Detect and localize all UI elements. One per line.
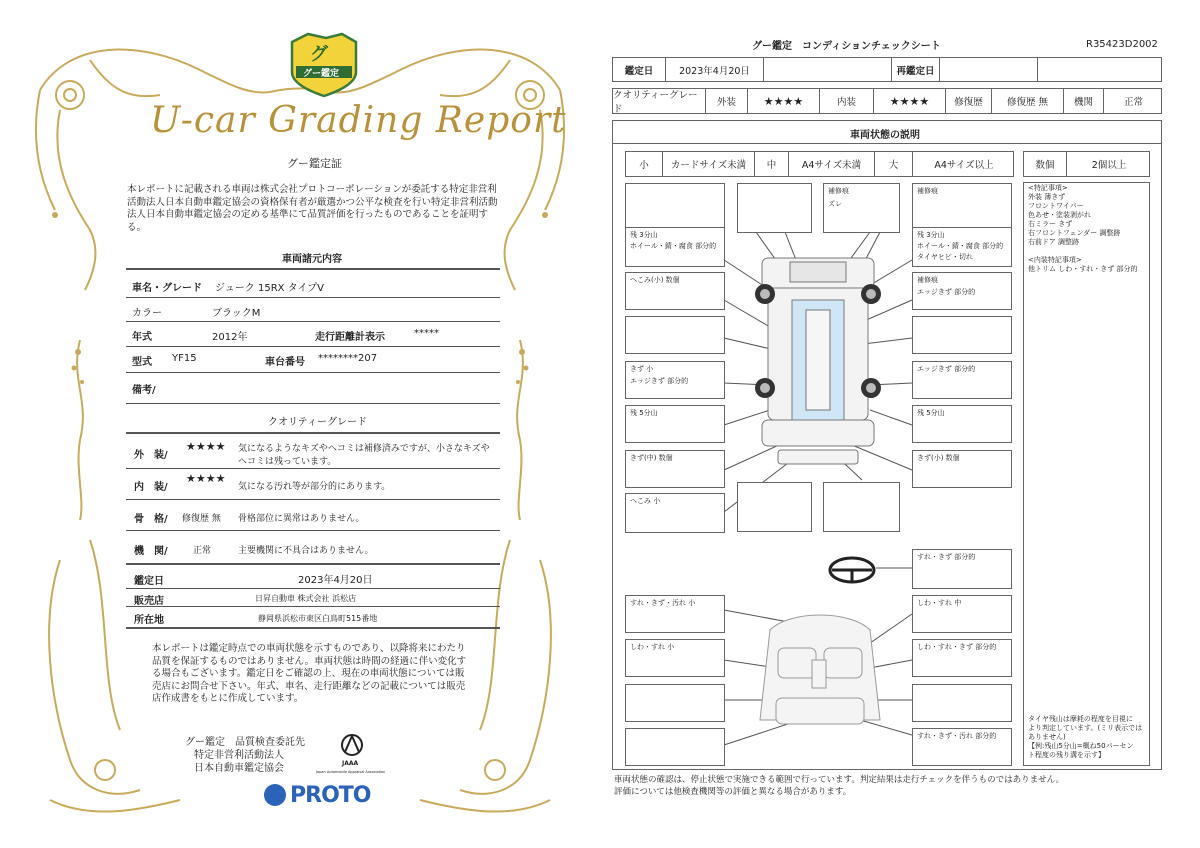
box-top-3 <box>823 183 900 233</box>
box-line: 残 5分山 <box>630 409 658 417</box>
box-int-right-4 <box>912 728 1012 766</box>
box-int-right-3 <box>912 684 1012 722</box>
box-line: すれ・きず・汚れ 部分的 <box>917 732 997 740</box>
tire-note-line: より判定しています。(ミリ表示では <box>1028 724 1143 732</box>
box-line: エッジきず 部分的 <box>917 288 976 296</box>
mileage-label: 走行距離計表示 <box>315 332 385 343</box>
appraisal-date-value: 2023年4月20日 <box>298 575 373 586</box>
box-top-2 <box>737 183 812 233</box>
box-top-4-line: 補修痕 <box>917 187 938 195</box>
count-label: 数個 <box>1035 160 1055 171</box>
committee-line-3: 日本自動車鑑定協会 <box>194 763 284 774</box>
exterior-stars: ★★★★ <box>186 440 226 453</box>
report-id: R35423D2002 <box>1086 39 1158 50</box>
box-left-6 <box>625 405 725 443</box>
box-line: エッジきず 部分的 <box>630 377 689 385</box>
exterior-label: 外 装/ <box>134 450 168 461</box>
jaaa-label: JAAA <box>342 760 359 767</box>
color-value: ブラックM <box>212 308 261 319</box>
footer-note-1: 車両状態の確認は、停止状態で実施できる範囲で行っています。判定結果は走行チェックを伴うものではありません。 <box>614 775 1065 785</box>
frame-value: 修復歴 無 <box>182 514 221 524</box>
size-mid: 中 <box>754 152 788 176</box>
box-line: きず(小) 数個 <box>917 454 960 462</box>
date-value: 2023年4月20日 <box>665 58 763 81</box>
note-line: <特記事項> <box>1028 184 1068 192</box>
engine-value: 正常 <box>193 546 212 556</box>
box-bottom-1 <box>625 493 725 533</box>
state-heading: 車両状態の説明 <box>850 130 920 141</box>
box-right-2 <box>912 227 1012 267</box>
model-value: YF15 <box>172 353 197 364</box>
size-large: 大 <box>874 152 912 176</box>
tire-note-line: ありません) <box>1028 733 1066 741</box>
sheet-title: グー鑑定 コンディションチェックシート <box>752 41 941 52</box>
note-line: 右前ドア 調整跡 <box>1028 238 1080 246</box>
tire-note-line: タイヤ残山は摩耗の程度を目視に <box>1028 715 1133 723</box>
box-left-2 <box>625 227 725 267</box>
box-right-7 <box>912 450 1012 488</box>
badge-text: グー鑑定 <box>303 69 340 79</box>
model-label: 型式 <box>132 357 152 368</box>
chassis-value: ********207 <box>318 353 378 364</box>
box-right-5 <box>912 361 1012 399</box>
note-line: 右フロントフェンダー 調整跡 <box>1028 229 1121 237</box>
engine-label: 機関 <box>1063 89 1103 113</box>
int-label: 内装 <box>819 89 873 113</box>
address-label: 所在地 <box>134 615 164 626</box>
tire-note-line: ト程度の残り溝を示す】 <box>1028 751 1105 759</box>
int-stars: ★★★★ <box>873 89 945 113</box>
box-int-right-2 <box>912 639 1012 677</box>
box-line: へこみ 小 <box>630 497 661 505</box>
box-line: ホイール・錆・腐食 部分的 <box>630 242 717 250</box>
footer-note-2: 評価については他検査機関等の評価と異なる場合があります。 <box>614 787 852 797</box>
box-left-4 <box>625 316 725 354</box>
box-int-left-1 <box>625 595 725 633</box>
box-line: きず(中) 数個 <box>630 454 673 462</box>
certificate-disclaimer: 本レポートは鑑定時点での車両状態を示すものであり、以降将来にわたり品質を保証するものではありません。車両状態は時間の経過に伴い変化する場合もございます。鑑定日をご確認の上、現在の車両状態については販売店にお問合せ下さい。年式、車名、走行距離などの記載については販売店作成書をもとに作成しています。 <box>152 643 467 704</box>
repair-label: 修復歴 <box>945 89 991 113</box>
box-right-6 <box>912 405 1012 443</box>
size-mid-desc: A4サイズ未満 <box>788 152 874 176</box>
box-bottom-2 <box>737 482 812 532</box>
note-line: 色あせ・塗装剥がれ <box>1028 211 1091 219</box>
ext-label: 外装 <box>705 89 747 113</box>
count-value: 2個以上 <box>1066 152 1151 176</box>
color-label: カラー <box>132 308 162 319</box>
box-right-3 <box>912 272 1012 310</box>
box-top-4 <box>912 183 1012 233</box>
note-line: <内装特記事項> <box>1028 256 1082 264</box>
box-line: すれ・きず・汚れ 小 <box>630 599 696 607</box>
box-line: 残 3分山 <box>630 231 658 239</box>
box-line: ホイール・錆・腐食 部分的 <box>917 242 1004 250</box>
committee-line-2: 特定非営利活動法人 <box>194 750 284 761</box>
certificate-intro: 本レポートに記載される車両は株式会社プロトコーポレーションが委託する特定非営利活動法人日本自動車鑑定協会の資格保有者が厳選かつ公平な検査を行い特定非営利活動法人日本自動車鑑定協会の定める基準にて品質評価を行ったものであることを証明する。 <box>127 184 498 233</box>
box-int-left-3 <box>625 684 725 722</box>
box-line: 残 3分山 <box>917 231 945 239</box>
box-line: しわ・すれ・きず 部分的 <box>917 643 997 651</box>
redate-label: 再鑑定日 <box>891 58 939 81</box>
box-line: しわ・すれ 小 <box>630 643 675 651</box>
size-large-desc: A4サイズ以上 <box>912 152 1015 176</box>
size-small: 小 <box>639 160 649 171</box>
mileage-value: ***** <box>414 328 439 339</box>
report-script-title: U-car Grading Report <box>150 100 567 141</box>
box-right-4 <box>912 316 1012 354</box>
interior-text: 気になる汚れ等が部分的にあります。 <box>238 482 391 492</box>
car-name-value: ジューク 15RX タイプV <box>215 283 325 294</box>
year-value: 2012年 <box>212 332 248 343</box>
box-left-3 <box>625 272 725 310</box>
dealer-value: 日昇自動車 株式会社 浜松店 <box>255 594 357 603</box>
grade-heading: クオリティーグレード <box>268 417 367 428</box>
frame-text: 骨格部位に異常はありません。 <box>238 514 365 524</box>
repair-value: 修復歴 無 <box>991 89 1063 113</box>
certificate-subtitle: グー鑑定証 <box>287 157 342 170</box>
year-label: 年式 <box>132 332 152 343</box>
box-top-3-line: ズレ <box>828 200 842 208</box>
box-left-5 <box>625 361 725 399</box>
exterior-text-1: 気になるようなキズやヘコミは補修済みですが、小さなキズや <box>238 444 490 454</box>
chassis-label: 車台番号 <box>265 357 305 368</box>
interior-stars: ★★★★ <box>186 472 226 485</box>
box-steering <box>912 549 1012 589</box>
box-left-7 <box>625 450 725 488</box>
box-top-3-line: 補修痕 <box>828 187 849 195</box>
note-line: 右ミラー きず <box>1028 220 1073 228</box>
box-line: タイヤヒビ・切れ <box>917 253 973 261</box>
interior-label: 内 装/ <box>134 482 168 493</box>
address-value: 静岡県浜松市東区白鳥町515番地 <box>258 614 378 623</box>
box-int-left-2 <box>625 639 725 677</box>
box-line: すれ・きず 部分的 <box>917 553 976 561</box>
box-int-right-1 <box>912 595 1012 633</box>
engine-text: 主要機関に不具合はありません。 <box>238 546 374 556</box>
size-small-desc: カードサイズ未満 <box>662 152 754 176</box>
dealer-label: 販売店 <box>134 596 164 607</box>
box-line: へこみ(小) 数個 <box>630 276 680 284</box>
remarks-label: 備考/ <box>132 385 156 396</box>
proto-logo: PROTO <box>290 783 371 808</box>
engine-label: 機 関/ <box>134 546 168 557</box>
box-top-1 <box>625 183 725 233</box>
box-line: エッジきず 部分的 <box>917 365 976 373</box>
box-line: 補修痕 <box>917 276 938 284</box>
quality-label: クオリティーグレード <box>613 90 698 115</box>
car-name-label: 車名・グレード <box>132 283 202 294</box>
committee-line-1: グー鑑定 品質検査委託先 <box>185 737 305 748</box>
box-line: 残 5分山 <box>917 409 945 417</box>
tire-note-line: 【例:残山5分山=概ね50パーセン <box>1028 742 1134 750</box>
note-line: 他トリム しわ・すれ・きず 部分的 <box>1028 265 1138 273</box>
note-line: フロントワイパー <box>1028 202 1084 210</box>
appraisal-date-label: 鑑定日 <box>134 576 164 587</box>
badge-mark: グ <box>310 44 328 65</box>
box-bottom-3 <box>823 482 900 532</box>
date-label: 鑑定日 <box>624 65 654 77</box>
jaaa-subtitle: Japan Automobile Appraisal Association <box>316 770 386 774</box>
box-int-left-4 <box>625 728 725 766</box>
box-line: きず 小 <box>630 365 654 373</box>
box-line: しわ・すれ 中 <box>917 599 962 607</box>
ext-stars: ★★★★ <box>747 89 819 113</box>
note-line: 外装 薄きず <box>1028 193 1066 201</box>
exterior-text-2: ヘコミは残っています。 <box>238 457 337 467</box>
spec-heading: 車両諸元内容 <box>282 254 342 265</box>
frame-label: 骨 格/ <box>134 514 168 525</box>
engine-value: 正常 <box>1103 89 1163 113</box>
